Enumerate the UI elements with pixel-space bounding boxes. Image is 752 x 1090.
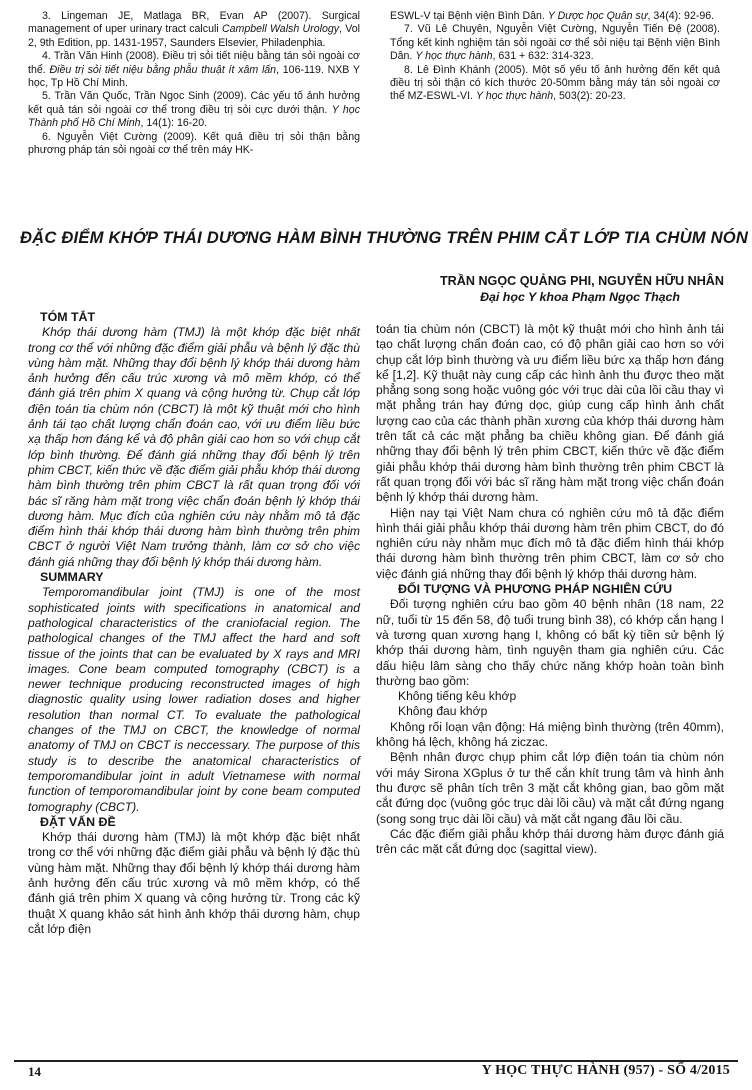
- reference-item: 3. Lingeman JE, Matlaga BR, Evan AP (2007). Surgical management of uper urinary tract calculi Campbell Walsh Urology, Vol 2, 9th Edition, pp. 1431-1957, Saunders Elsevier, Philadenphia.: [28, 10, 360, 49]
- criteria-item: Không tiếng kêu khớp: [398, 689, 517, 704]
- left-column: [28, 310, 360, 937]
- methods-paragraph: Không rối loạn vận động: Há miệng bình thường (trên 40mm), không há lệch, không há ziczac.: [376, 719, 724, 750]
- article-authors: TRẦN NGỌC QUẢNG PHI, NGUYỄN HỮU NHÂN: [439, 274, 724, 288]
- reference-item: ESWL-V tại Bệnh viện Bình Dân. Y Dược học Quân sự, 34(4): 92-96.: [390, 10, 715, 22]
- criteria-item: Không đau khớp: [398, 704, 488, 719]
- intro-text: Khớp thái dương hàm (TMJ) là một khớp đặc biệt nhất trong cơ thể với những đặc điểm giải phẫu và bệnh lý đặc thù vùng hàm mặt. Những thay đổi bệnh lý khớp thái dương hàm ảnh hưởng đến cấu trúc xương và mô mềm khớp, có thể đánh giá trên phim X quang và cộng hưởng từ. Trong các kỹ thuật X quang khảo sát hình ảnh khớp thái dương hàm, chụp cắt lớp điện: [28, 830, 360, 936]
- reference-item: 8. Lê Đình Khánh (2005). Một số yếu tố ảnh hưởng đến kết quả điều trị sỏi thận có kích thước 20-50mm bằng máy tán sỏi ngoài cơ thể MZ-ESWL-VI. Y học thực hành, 503(2): 20-23.: [390, 63, 720, 103]
- methods-paragraph: Bệnh nhân được chụp phim cắt lớp điện toán tia chùm nón với máy Sirona XGplus ở tư thế cắn khít trung tâm và hình ảnh thu được sẽ phân tích trên 3 mặt cắt không gian, bao gồm mặt cắt đứng dọc (vuông góc trục dài lồi cầu) và mặt cắt đứng ngang (song song trục dài lồi cầu) và mặt cắt ngang đầu lồi cầu.: [376, 750, 724, 826]
- summary-en-heading: SUMMARY: [40, 570, 104, 585]
- footer-rule: [14, 1060, 738, 1062]
- intro-heading: ĐẶT VẤN ĐỀ: [40, 814, 116, 829]
- references-right: [390, 10, 720, 104]
- reference-item: 6. Nguyễn Việt Cường (2009). Kết quả điều trị sỏi thận bằng phương pháp tán sỏi ngoài cơ thể trên máy HK-: [28, 130, 360, 157]
- reference-item: 4. Trần Văn Hinh (2008). Điều trị sỏi tiết niệu bằng tán sỏi ngoài cơ thể. Điều trị sỏi tiết niệu bằng phẫu thuật ít xâm lấn, 106-119. NXB Y học, Tp Hồ Chí Minh.: [28, 50, 360, 90]
- article-title: ĐẶC ĐIỂM KHỚP THÁI DƯƠNG HÀM BÌNH THƯỜNG TRÊN PHIM CẮT LỚP TIA CHÙM NÓN: [20, 228, 749, 247]
- journal-name: Y HỌC THỰC HÀNH (957) - SỐ 4/2015: [481, 1063, 730, 1078]
- methods-heading: ĐỐI TƯỢNG VÀ PHƯƠNG PHÁP NGHIÊN CỨU: [398, 582, 673, 597]
- reference-item: 5. Trần Văn Quốc, Trần Ngọc Sinh (2009). Các yếu tố ảnh hưởng kết quả tán sỏi ngoài cơ thể trong điều trị sỏi cực dưới thận. Y học Thành phố Hồ Chí Minh, 14(1): 16-20.: [28, 90, 360, 130]
- summary-vi-text: Khớp thái dương hàm (TMJ) là một khớp đặc biệt nhất trong cơ thể với những đặc điểm giải phẫu và bệnh lý đặc thù vùng hàm mặt. Những thay đổi bệnh lý khớp thái dương hàm ảnh hưởng đến cấu trúc xương và mô mềm khớp, có thể đánh giá trên phim X quang và cộng hưởng từ. Chụp cắt lớp điện toán tia chùm nón (CBCT) là một kỹ thuật mới cho hình ảnh tái tạo chất lượng chẩn đoán cao, với ưu điểm liều bức xạ thấp hơn đáng kể và độ phân giải cao hơn so với chụp cắt lớp bình thường. Để đánh giá những thay đổi bệnh lý trên phim CBCT, kiến thức về đặc điểm giải phẫu khớp thái dương hàm bình thường trên phim CBCT là rất quan trọng đối với bác sĩ răng hàm mặt trong việc chẩn đoán bệnh lý khớp thái dương hàm. Mục đích của nghiên cứu này nhằm mô tả đặc điểm hình thái khớp thái dương hàm bình thường trên phim CBCT ở người Việt Nam trưởng thành, làm cơ sở cho việc đánh giá những thay đổi bệnh lý khớp thái dương hàm.: [28, 325, 360, 569]
- page-number: 14: [28, 1064, 41, 1079]
- article-affiliation: Đại học Y khoa Phạm Ngọc Thạch: [480, 290, 680, 304]
- criteria-list: [376, 689, 724, 720]
- references-left: [28, 10, 360, 157]
- methods-paragraph: Các đặc điểm giải phẫu khớp thái dương hàm được đánh giá trên các mặt cắt đứng dọc (sagittal view).: [376, 826, 724, 857]
- summary-en-text: Temporomandibular joint (TMJ) is one of the most sophisticated joints with specifications in anatomical and pathological characteristics of the craniofacial region. The pathological changes of the TMJ affect the hard and soft tissue of the joints that can be evaluated by X rays and MRI images. Cone beam computed tomography (CBCT) is a newer technique producing reconstructed images of high diagnostic quality using lower radiation doses and higher resolution than normal CT. To evaluate the pathological changes of the TMJ on CBCT, the knowledge of normal anatomy of TMJ on CBCT is neccessary. The purpose of this study is to describe the anatomical characteristics of temporomandibular joint in adult Vietnamese with normal function of temporomandibular joint by cone beam computed tomography (CBCT).: [28, 585, 360, 814]
- summary-vi-heading: TÓM TẮT: [40, 310, 96, 324]
- methods-paragraph: Đối tượng nghiên cứu bao gồm 40 bệnh nhân (18 nam, 22 nữ, tuổi từ 15 đến 58, độ tuổi trung bình 38), có khớp cắn hạng I và tương quan xương hạng I, không có bất kỳ tiền sử bệnh lý khớp thái dương hàm, tình nguyện tham gia nghiên cứu. Các dấu hiệu lâm sàng cho thấy chức năng khớp hoàn toàn bình thường bao gồm:: [376, 597, 724, 688]
- intro-continued-text-2: Hiện nay tại Việt Nam chưa có nghiên cứu mô tả đặc điểm hình thái giải phẫu khớp thái dương hàm trên phim CBCT, do đó nghiên cứu này nhằm mục đích mô tả đặc điểm hình thái khớp thái dương hàm bình thường trên phim CBCT, làm cơ sở cho việc đánh giá những thay đổi bệnh lý khớp thái dương hàm.: [376, 505, 724, 581]
- reference-item: 7. Vũ Lê Chuyên, Nguyễn Việt Cường, Nguyễn Tiến Đệ (2008). Tổng kết kinh nghiệm tán sỏi ngoài cơ thể sỏi niệu tại Bệnh viện Bình Dân. Y học thực hành, 631 + 632: 314-323.: [390, 23, 720, 63]
- intro-continued-text: toán tia chùm nón (CBCT) là một kỹ thuật mới cho hình ảnh tái tạo chất lượng chẩn đoán cao, có độ phân giải cao hơn so với chụp cắt lớp bình thường và ưu điểm liều bức xạ thấp hơn đáng kể [1,2]. Kỹ thuật này cung cấp các hình ảnh thu được theo mặt phẳng song song hoặc vuông góc với trục dài của lồi cầu thay vì mặt phẳng trán hay đứng dọc, giúp cung cấp hình ảnh chất lượng cao của các thành phần xương của khớp thái dương hàm trên tất cả các mặt phẳng ba chiều không gian. Để đánh giá những thay đổi bệnh lý trên phim CBCT, kiến thức về đặc điểm giải phẫu khớp thái dương hàm bình thường trên phim CBCT là rất quan trọng đối với bác sĩ răng hàm mặt trong việc chẩn đoán bệnh lý khớp thái dương hàm.: [376, 322, 724, 505]
- right-column: [376, 322, 724, 857]
